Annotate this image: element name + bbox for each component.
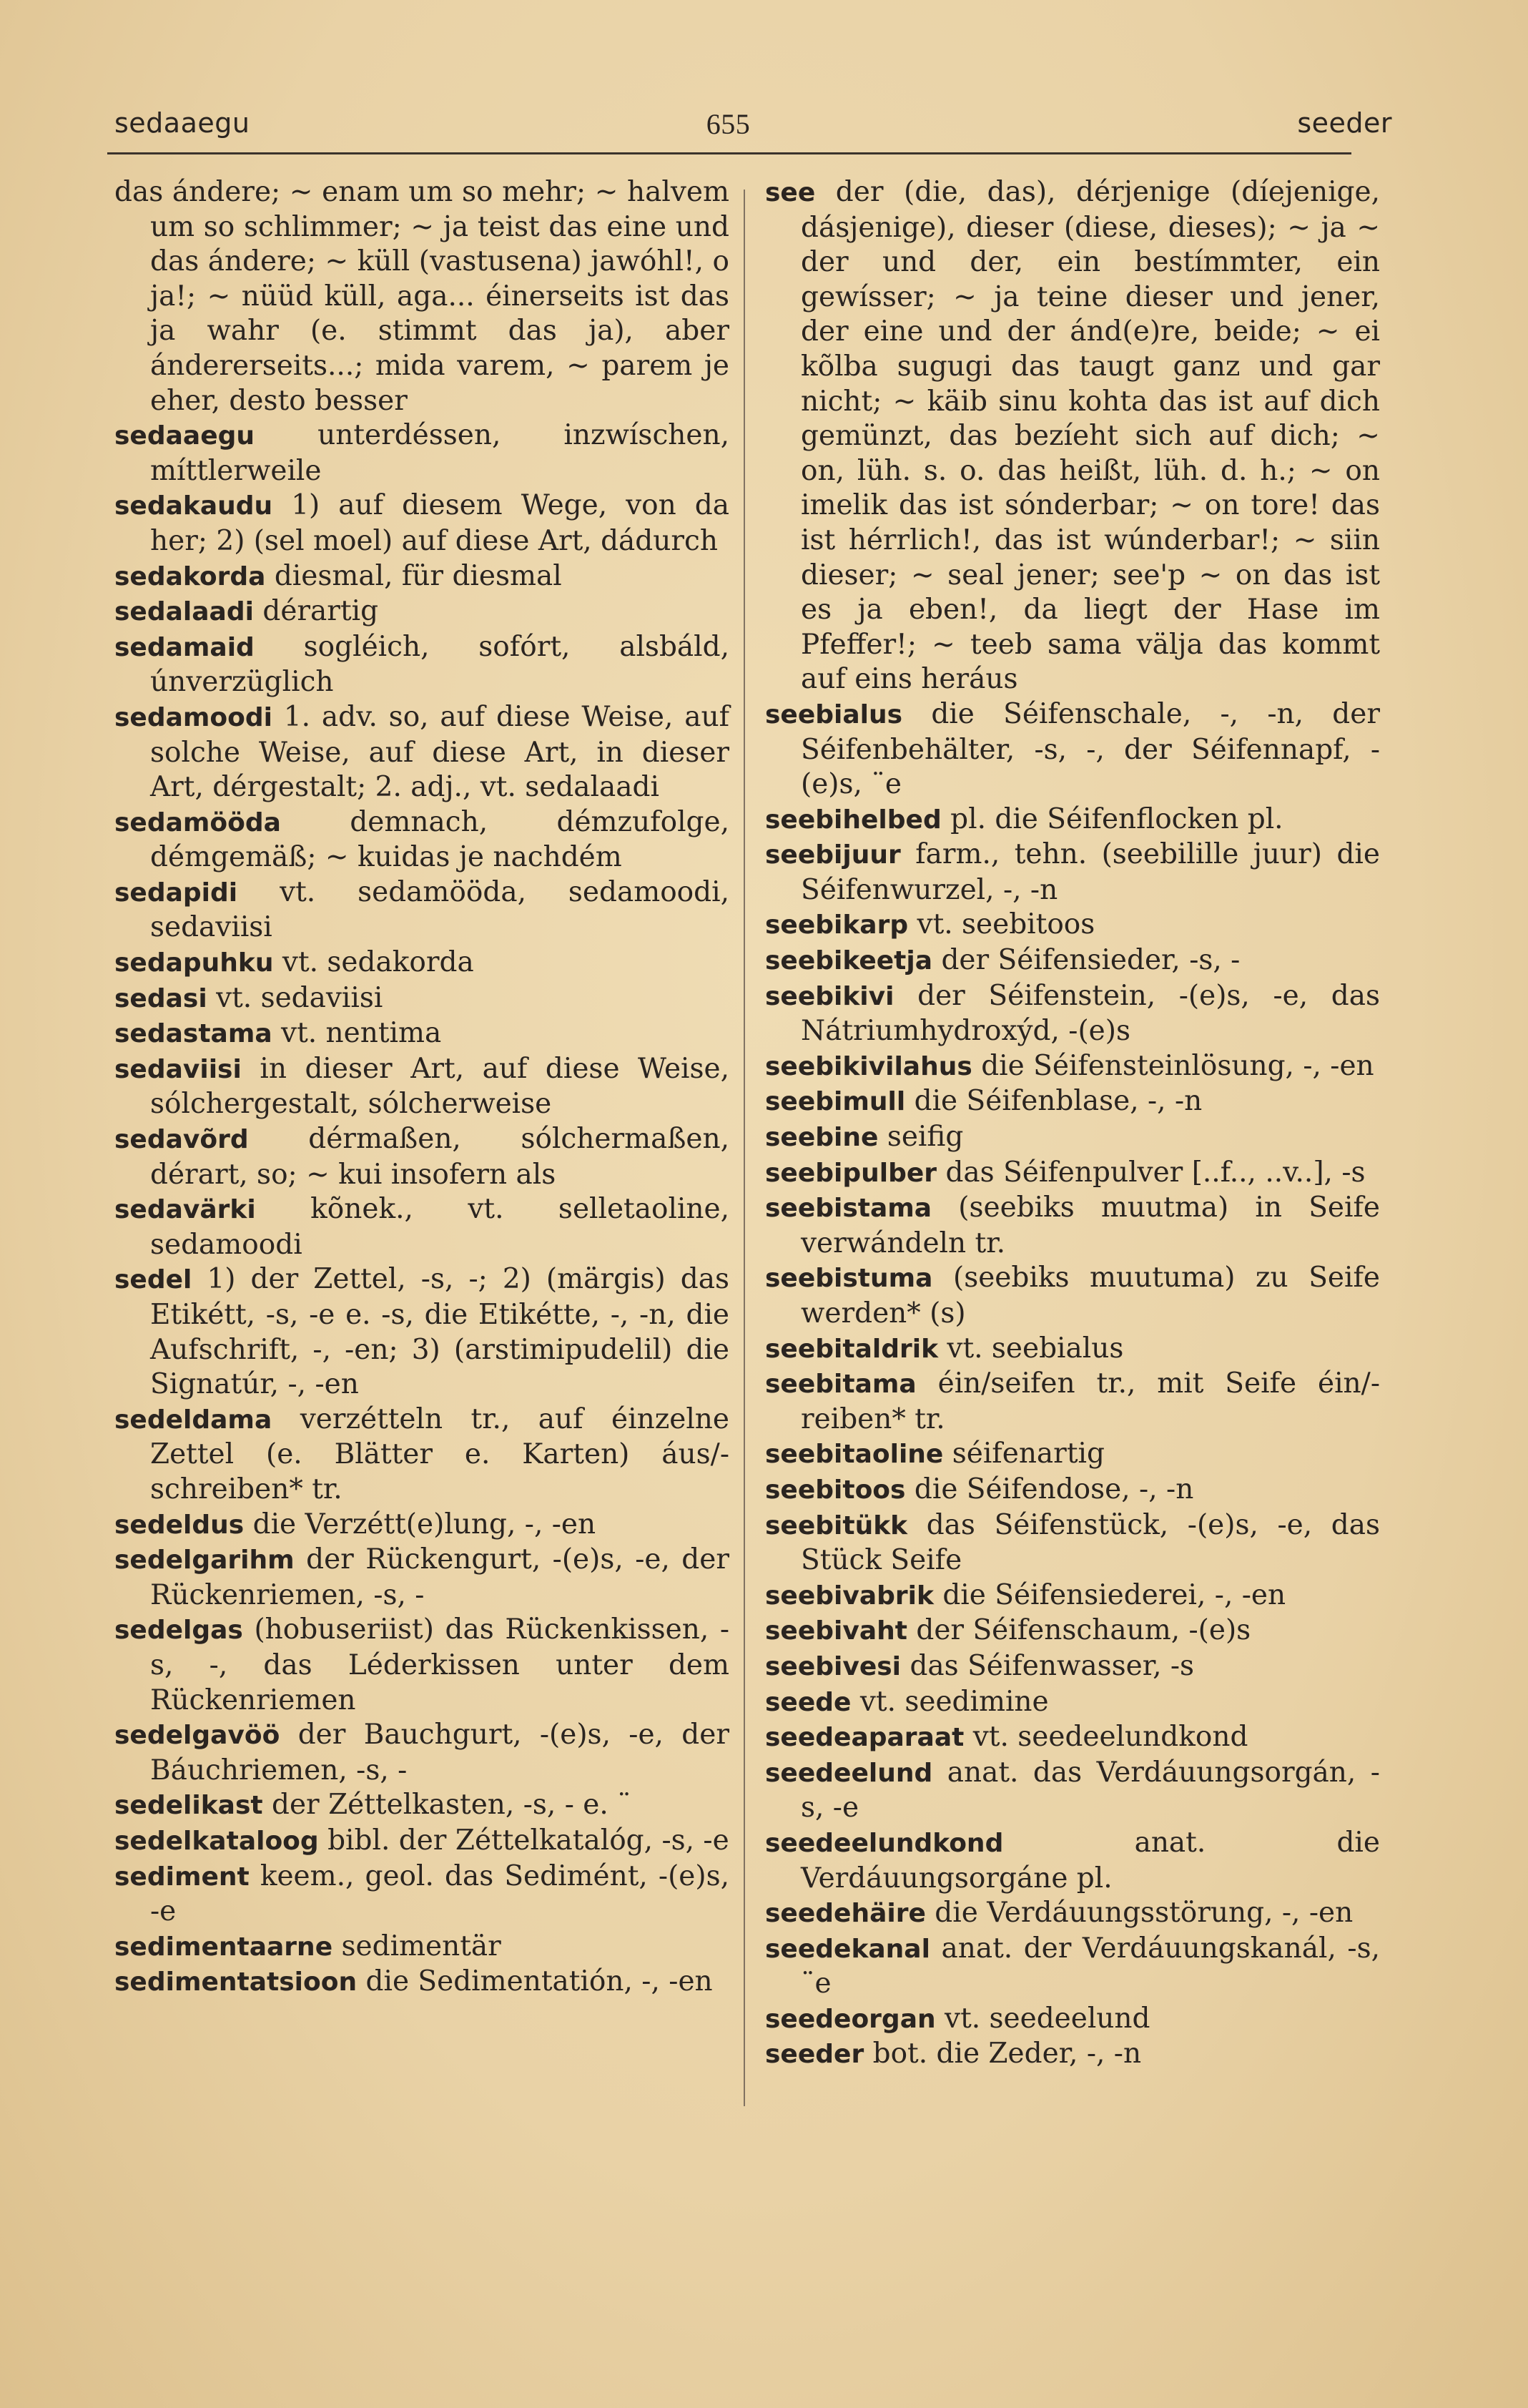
entry-headword: sedaaegu	[114, 421, 255, 451]
dictionary-entry	[114, 418, 729, 488]
entry-definition: das Séifenstück, -(e)s, -e, das Stück Seife	[801, 1508, 1380, 1577]
entry-headword: sedakaudu	[114, 491, 273, 521]
dictionary-entry	[114, 1930, 729, 1965]
entry-headword: sedavõrd	[114, 1125, 249, 1155]
dictionary-entry	[765, 697, 1380, 802]
entry-definition: dérartig	[262, 595, 379, 628]
entry-definition: anat. das Verdáuungsorgán, -s, -e	[801, 1756, 1380, 1824]
entry-headword: sedel	[114, 1265, 192, 1295]
entry-definition: (seebiks muutuma) zu Seife werden* (s)	[801, 1262, 1380, 1330]
entry-definition: vt. seedeelund	[945, 2002, 1150, 2035]
dictionary-entry	[114, 805, 729, 875]
dictionary-entry	[765, 1084, 1380, 1120]
dictionary-entry	[114, 1402, 729, 1508]
entry-headword: seebistuma	[765, 1264, 933, 1294]
dictionary-entry	[765, 1508, 1380, 1578]
entry-definition: bibl. der Zéttelkatalóg, -s, -e	[327, 1824, 729, 1857]
entry-definition: der Bauchgurt, -(e)s, -e, der Báuchriemen, -s, -	[150, 1719, 729, 1787]
entry-headword: sedimentaarne	[114, 1932, 333, 1962]
entry-definition: vt. seedeelundkond	[972, 1721, 1248, 1754]
dictionary-entry	[765, 1685, 1380, 1721]
right-column	[765, 175, 1380, 2073]
dictionary-entry	[765, 2037, 1380, 2073]
dictionary-entry	[765, 1261, 1380, 1331]
entry-definition: (seebiks muutma) in Seife verwándeln tr.	[801, 1191, 1380, 1259]
entry-headword: seebitükk	[765, 1510, 908, 1540]
entry-definition: sedimentär	[341, 1930, 501, 1962]
entry-headword: seedehäire	[765, 1899, 926, 1929]
entry-headword: see	[765, 178, 816, 207]
entry-definition: bot. die Zeder, -, -n	[872, 2038, 1142, 2070]
dictionary-entry	[114, 981, 729, 1017]
column-divider	[744, 190, 745, 2106]
dictionary-entry	[114, 175, 729, 418]
entry-definition: anat. die Verdáuungsorgáne pl.	[801, 1826, 1380, 1895]
entry-headword: seebijuur	[765, 840, 901, 870]
dictionary-entry	[765, 175, 1380, 697]
entry-headword: sedeldama	[114, 1405, 272, 1435]
dictionary-entry	[765, 1649, 1380, 1685]
dictionary-entry	[114, 1788, 729, 1824]
entry-definition: diesmal, für diesmal	[274, 559, 562, 592]
dictionary-entry	[765, 1367, 1380, 1437]
dictionary-entry	[765, 1720, 1380, 1756]
entry-headword: sedimentatsioon	[114, 1967, 358, 1997]
entry-definition: vt. nentima	[281, 1017, 442, 1050]
dictionary-entry	[114, 945, 729, 981]
entry-headword: seebikeetja	[765, 946, 933, 976]
entry-headword: seebitaldrik	[765, 1334, 939, 1364]
page-header	[107, 107, 1392, 150]
entry-definition: keem., geol. das Sedimént, -(e)s, -e	[150, 1859, 729, 1928]
entry-headword: seebikivi	[765, 981, 894, 1011]
entry-definition: 1. adv. so, auf diese Weise, auf solche Weise, auf diese Art, in dieser Art, dérgestalt; 2. adj., vt. sedalaadi	[150, 700, 730, 804]
dictionary-entry	[765, 1932, 1380, 2002]
dictionary-entry	[114, 1965, 729, 2000]
dictionary-entry	[114, 1508, 729, 1543]
entry-headword: sedapidi	[114, 878, 238, 908]
entry-headword: seebine	[765, 1123, 879, 1153]
entry-headword: sedelikast	[114, 1791, 263, 1821]
entry-headword: seede	[765, 1687, 852, 1717]
entry-headword: seebistama	[765, 1194, 932, 1224]
entry-definition: der (die, das), dérjenige (díejenige, dásjenige), dieser (diese, dieses); ~ ja ~ der und der, ein bestímmter, ein gewísser; ~ ja teine dieser und jener, der eine und der ánd(e)re, beide; ~ ei kõlba sugugi das taugt ganz und gar nicht; ~ käib sinu kohta das ist auf dich gemünzt, das bezíeht sich auf dich; ~ on, lüh. s. o. das heißt, lüh. d. h.; ~ on imelik das ist sónderbar; ~ on tore! das ist hérrlich!, das ist wúnderbar!; ~ siin dieser; ~ seal jener; see'p ~ on das ist es ja eben!, da liegt der Hase im Pfeffer!; ~ teeb sama välja das kommt auf eins heráus	[801, 176, 1380, 696]
dictionary-entry	[114, 700, 729, 805]
entry-definition: verzétteln tr., auf éinzelne Zettel (e. Blätter e. Karten) áus/-schreiben* tr.	[150, 1402, 729, 1505]
dictionary-entry	[765, 1896, 1380, 1932]
entry-definition: der Séifenstein, -(e)s, -e, das Nátriumhydroxýd, -(e)s	[801, 979, 1380, 1048]
entry-headword: sedamaid	[114, 632, 255, 662]
dictionary-entry	[114, 1192, 729, 1262]
entry-definition: die Séifendose, -, -n	[914, 1473, 1194, 1505]
header-rule	[107, 152, 1351, 154]
entry-definition: séifenartig	[952, 1438, 1105, 1470]
entry-headword: sedastama	[114, 1019, 272, 1049]
dictionary-entry	[765, 1156, 1380, 1191]
entry-headword: sedelgas	[114, 1616, 243, 1646]
entry-definition: kõnek., vt. selletaoline, sedamoodi	[150, 1193, 729, 1261]
entry-headword: sedasi	[114, 983, 207, 1013]
entry-definition: éin/seifen tr., mit Seife éin/-reiben* tr.	[801, 1367, 1380, 1435]
dictionary-entry	[114, 630, 729, 700]
dictionary-entry	[114, 1543, 729, 1613]
dictionary-entry	[765, 2002, 1380, 2038]
dictionary-entry	[114, 1824, 729, 1859]
entry-definition: die Verdáuungsstörung, -, -en	[935, 1897, 1354, 1930]
entry-headword: seebikivilahus	[765, 1051, 972, 1081]
entry-definition: die Séifensteinlösung, -, -en	[981, 1049, 1374, 1082]
entry-definition: die Séifenschale, -, -n, der Séifenbehälter, -s, -, der Séifennapf, -(e)s, ¨e	[801, 697, 1380, 801]
dictionary-entry	[114, 1613, 729, 1718]
entry-definition: der Séifensieder, -s, -	[941, 944, 1241, 977]
entry-headword: seedeelund	[765, 1758, 933, 1788]
entry-definition: farm., tehn. (seebilille juur) die Séifenwurzel, -, -n	[801, 838, 1380, 906]
entry-headword: sediment	[114, 1862, 250, 1892]
dictionary-entry	[765, 1332, 1380, 1367]
left-column	[114, 175, 729, 2000]
entry-definition: vt. sedakorda	[282, 946, 474, 979]
entry-definition: das Séifenpulver [..f.., ..v..], -s	[945, 1156, 1366, 1189]
entry-headword: seeder	[765, 2040, 864, 2070]
dictionary-entry	[765, 1191, 1380, 1261]
dictionary-entry	[765, 837, 1380, 908]
entry-definition: demnach, démzufolge, démgemäß; ~ kuidas je nachdém	[150, 805, 729, 874]
dictionary-entry	[765, 1437, 1380, 1473]
page-number: 655	[706, 108, 751, 140]
entry-headword: seebivesi	[765, 1651, 902, 1681]
entry-definition: pl. die Séifenflocken pl.	[950, 802, 1283, 835]
dictionary-entry	[765, 908, 1380, 943]
dictionary-entry	[765, 1049, 1380, 1085]
entry-headword: seebitaoline	[765, 1440, 944, 1470]
header-right-guideword: seeder	[1297, 107, 1392, 139]
entry-headword: sedelgavöö	[114, 1721, 280, 1751]
dictionary-entry	[765, 1613, 1380, 1649]
entry-headword: seebitama	[765, 1370, 917, 1400]
entry-headword: seebivabrik	[765, 1581, 934, 1611]
entry-definition: die Sedimentatión, -, -en	[365, 1965, 713, 1998]
dictionary-entry	[765, 943, 1380, 979]
entry-definition: sogléich, sofórt, alsbáld, únverzüglich	[150, 630, 729, 699]
entry-headword: sedavärki	[114, 1195, 256, 1225]
dictionary-entry	[114, 1122, 729, 1192]
entry-headword: sedelkataloog	[114, 1826, 319, 1856]
entry-headword: seebialus	[765, 699, 903, 729]
dictionary-entry	[765, 1756, 1380, 1826]
entry-definition: anat. der Verdáuungskanál, -s, ¨e	[801, 1932, 1380, 2000]
dictionary-entry	[114, 1262, 729, 1402]
entry-headword: seedeorgan	[765, 2004, 936, 2034]
entry-definition: unterdéssen, inzwíschen, míttlerweile	[150, 419, 729, 487]
entry-headword: sedakorda	[114, 561, 266, 591]
entry-headword: sedalaadi	[114, 597, 254, 627]
entry-definition: der Séifenschaum, -(e)s	[916, 1614, 1251, 1647]
entry-definition: 1) der Zettel, -s, -; 2) (märgis) das Etikétt, -s, -e e. -s, die Etikétte, -, -n, die Aufschrift, -, -en; 3) (arstimipudelil) die Signatúr, -, -en	[150, 1263, 729, 1401]
entry-definition: das Séifenwasser, -s	[910, 1649, 1195, 1682]
entry-definition: der Zéttelkasten, -s, - e. ¨	[272, 1789, 631, 1822]
entry-headword: seebitoos	[765, 1475, 906, 1505]
entry-definition: die Séifenblase, -, -n	[914, 1085, 1203, 1118]
entry-definition: vt. sedaviisi	[216, 981, 383, 1014]
entry-headword: sedaviisi	[114, 1054, 242, 1084]
entry-definition: vt. seedimine	[859, 1685, 1049, 1718]
entry-headword: seebipulber	[765, 1158, 937, 1188]
entry-headword: seebihelbed	[765, 805, 942, 835]
entry-definition: der Rückengurt, -(e)s, -e, der Rückenriemen, -s, -	[150, 1543, 729, 1611]
entry-definition: vt. seebialus	[947, 1332, 1124, 1365]
entry-headword: sedeldus	[114, 1510, 245, 1540]
entry-definition: (hobuseriist) das Rückenkissen, -s, -, das Léderkissen unter dem Rückenriemen	[150, 1613, 729, 1716]
dictionary-entry	[114, 1859, 729, 1930]
entry-headword: sedelgarihm	[114, 1545, 295, 1576]
entry-headword: seedeaparaat	[765, 1723, 965, 1753]
entry-definition: seifig	[887, 1121, 964, 1154]
dictionary-entry	[114, 1052, 729, 1122]
dictionary-entry	[114, 559, 729, 595]
dictionary-entry	[765, 1826, 1380, 1896]
entry-headword: sedapuhku	[114, 948, 274, 978]
header-left-guideword: sedaaegu	[114, 107, 250, 139]
entry-definition: vt. sedamööda, sedamoodi, sedaviisi	[150, 875, 729, 944]
dictionary-entry	[765, 1578, 1380, 1614]
dictionary-entry	[765, 802, 1380, 838]
entry-definition: die Verzétt(e)lung, -, -en	[252, 1508, 596, 1540]
dictionary-entry	[114, 1718, 729, 1788]
entry-headword: seebikarp	[765, 910, 909, 940]
entry-definition: 1) auf diesem Wege, von da her; 2) (sel moel) auf diese Art, dádurch	[150, 489, 730, 557]
dictionary-entry	[765, 1120, 1380, 1156]
entry-definition: die Séifensiederei, -, -en	[942, 1578, 1286, 1611]
entry-headword: seebivaht	[765, 1616, 907, 1646]
entry-headword: seedeelundkond	[765, 1828, 1004, 1858]
entry-definition: vt. seebitoos	[917, 908, 1095, 941]
entry-headword: sedamoodi	[114, 702, 272, 732]
entry-definition: das ándere; ~ enam um so mehr; ~ halvem um so schlimmer; ~ ja teist das eine und das ándere; ~ küll (vastusena) jawóhl!, o ja!; ~ nüüd küll, aga... éinerseits ist das ja wahr (e. stimmt das ja), aber ándererseits...; mida varem, ~ parem je eher, desto besser	[114, 176, 729, 417]
dictionary-entry	[114, 1016, 729, 1052]
entry-headword: seedekanal	[765, 1934, 930, 1964]
entry-definition: in dieser Art, auf diese Weise, sólchergestalt, sólcherweise	[150, 1052, 729, 1121]
dictionary-entry	[114, 488, 729, 559]
dictionary-entry	[114, 594, 729, 630]
entry-headword: seebimull	[765, 1087, 906, 1117]
dictionary-entry	[765, 1473, 1380, 1508]
entry-headword: sedamööda	[114, 807, 281, 837]
dictionary-entry	[765, 979, 1380, 1049]
dictionary-entry	[114, 875, 729, 945]
entry-definition: dérmaßen, sólchermaßen, dérart, so; ~ kui insofern als	[150, 1123, 729, 1191]
